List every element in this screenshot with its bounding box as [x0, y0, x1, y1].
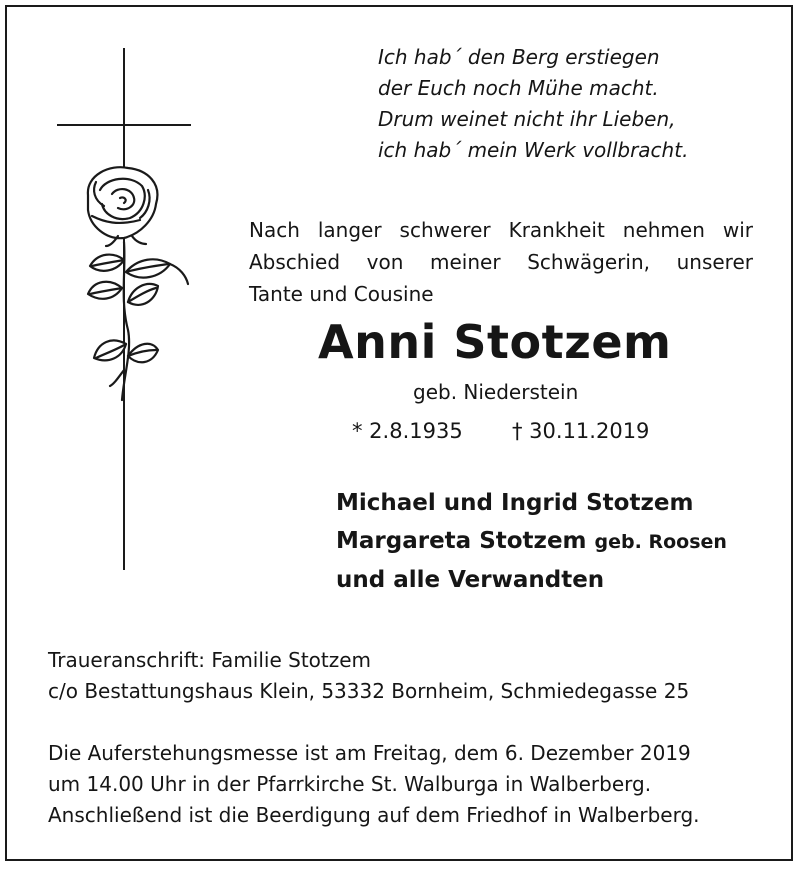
cross-horizontal-bar: [57, 124, 191, 126]
address-line: c/o Bestattungshaus Klein, 53332 Bornheim, Schmiedegasse 25: [48, 679, 690, 703]
intro-line: Tante und Cousine: [249, 282, 434, 306]
service-line: um 14.00 Uhr in der Pfarrkirche St. Walburga in Walberberg.: [48, 772, 652, 796]
mourner-line: Michael und Ingrid Stotzem: [336, 490, 694, 516]
address-line: Traueranschrift: Familie Stotzem: [48, 648, 372, 672]
service-line: Anschließend ist die Beerdigung auf dem Friedhof in Walberberg.: [48, 803, 700, 827]
mourner-line: und alle Verwandten: [336, 567, 605, 593]
mourner-birth-name: geb. Roosen: [594, 531, 727, 553]
service-line: Die Auferstehungsmesse ist am Freitag, dem 6. Dezember 2019: [48, 741, 691, 765]
intro-line: Nach langer schwerer Krankheit nehmen wir: [249, 218, 753, 242]
death-date: † 30.11.2019: [512, 419, 650, 443]
poem-line: ich hab´ mein Werk vollbracht.: [378, 138, 689, 162]
service-info: [48, 738, 700, 831]
deceased-name: Anni Stotzem: [318, 315, 672, 369]
poem-line: Drum weinet nicht ihr Lieben,: [378, 107, 676, 131]
birth-date: * 2.8.1935: [352, 419, 463, 443]
mourner-name: Margareta Stotzem: [336, 528, 587, 554]
intro-line: Abschied von meiner Schwägerin, unserer: [249, 250, 753, 274]
poem-line: der Euch noch Mühe macht.: [378, 76, 659, 100]
mourning-address: [48, 645, 689, 707]
birth-name: geb. Niederstein: [413, 380, 579, 404]
intro-text: [249, 214, 753, 310]
poem-line: Ich hab´ den Berg erstiegen: [378, 45, 660, 69]
poem: [378, 42, 778, 166]
rose-icon: [48, 160, 198, 410]
mourners: [336, 484, 727, 599]
mourner-line: [336, 522, 727, 561]
